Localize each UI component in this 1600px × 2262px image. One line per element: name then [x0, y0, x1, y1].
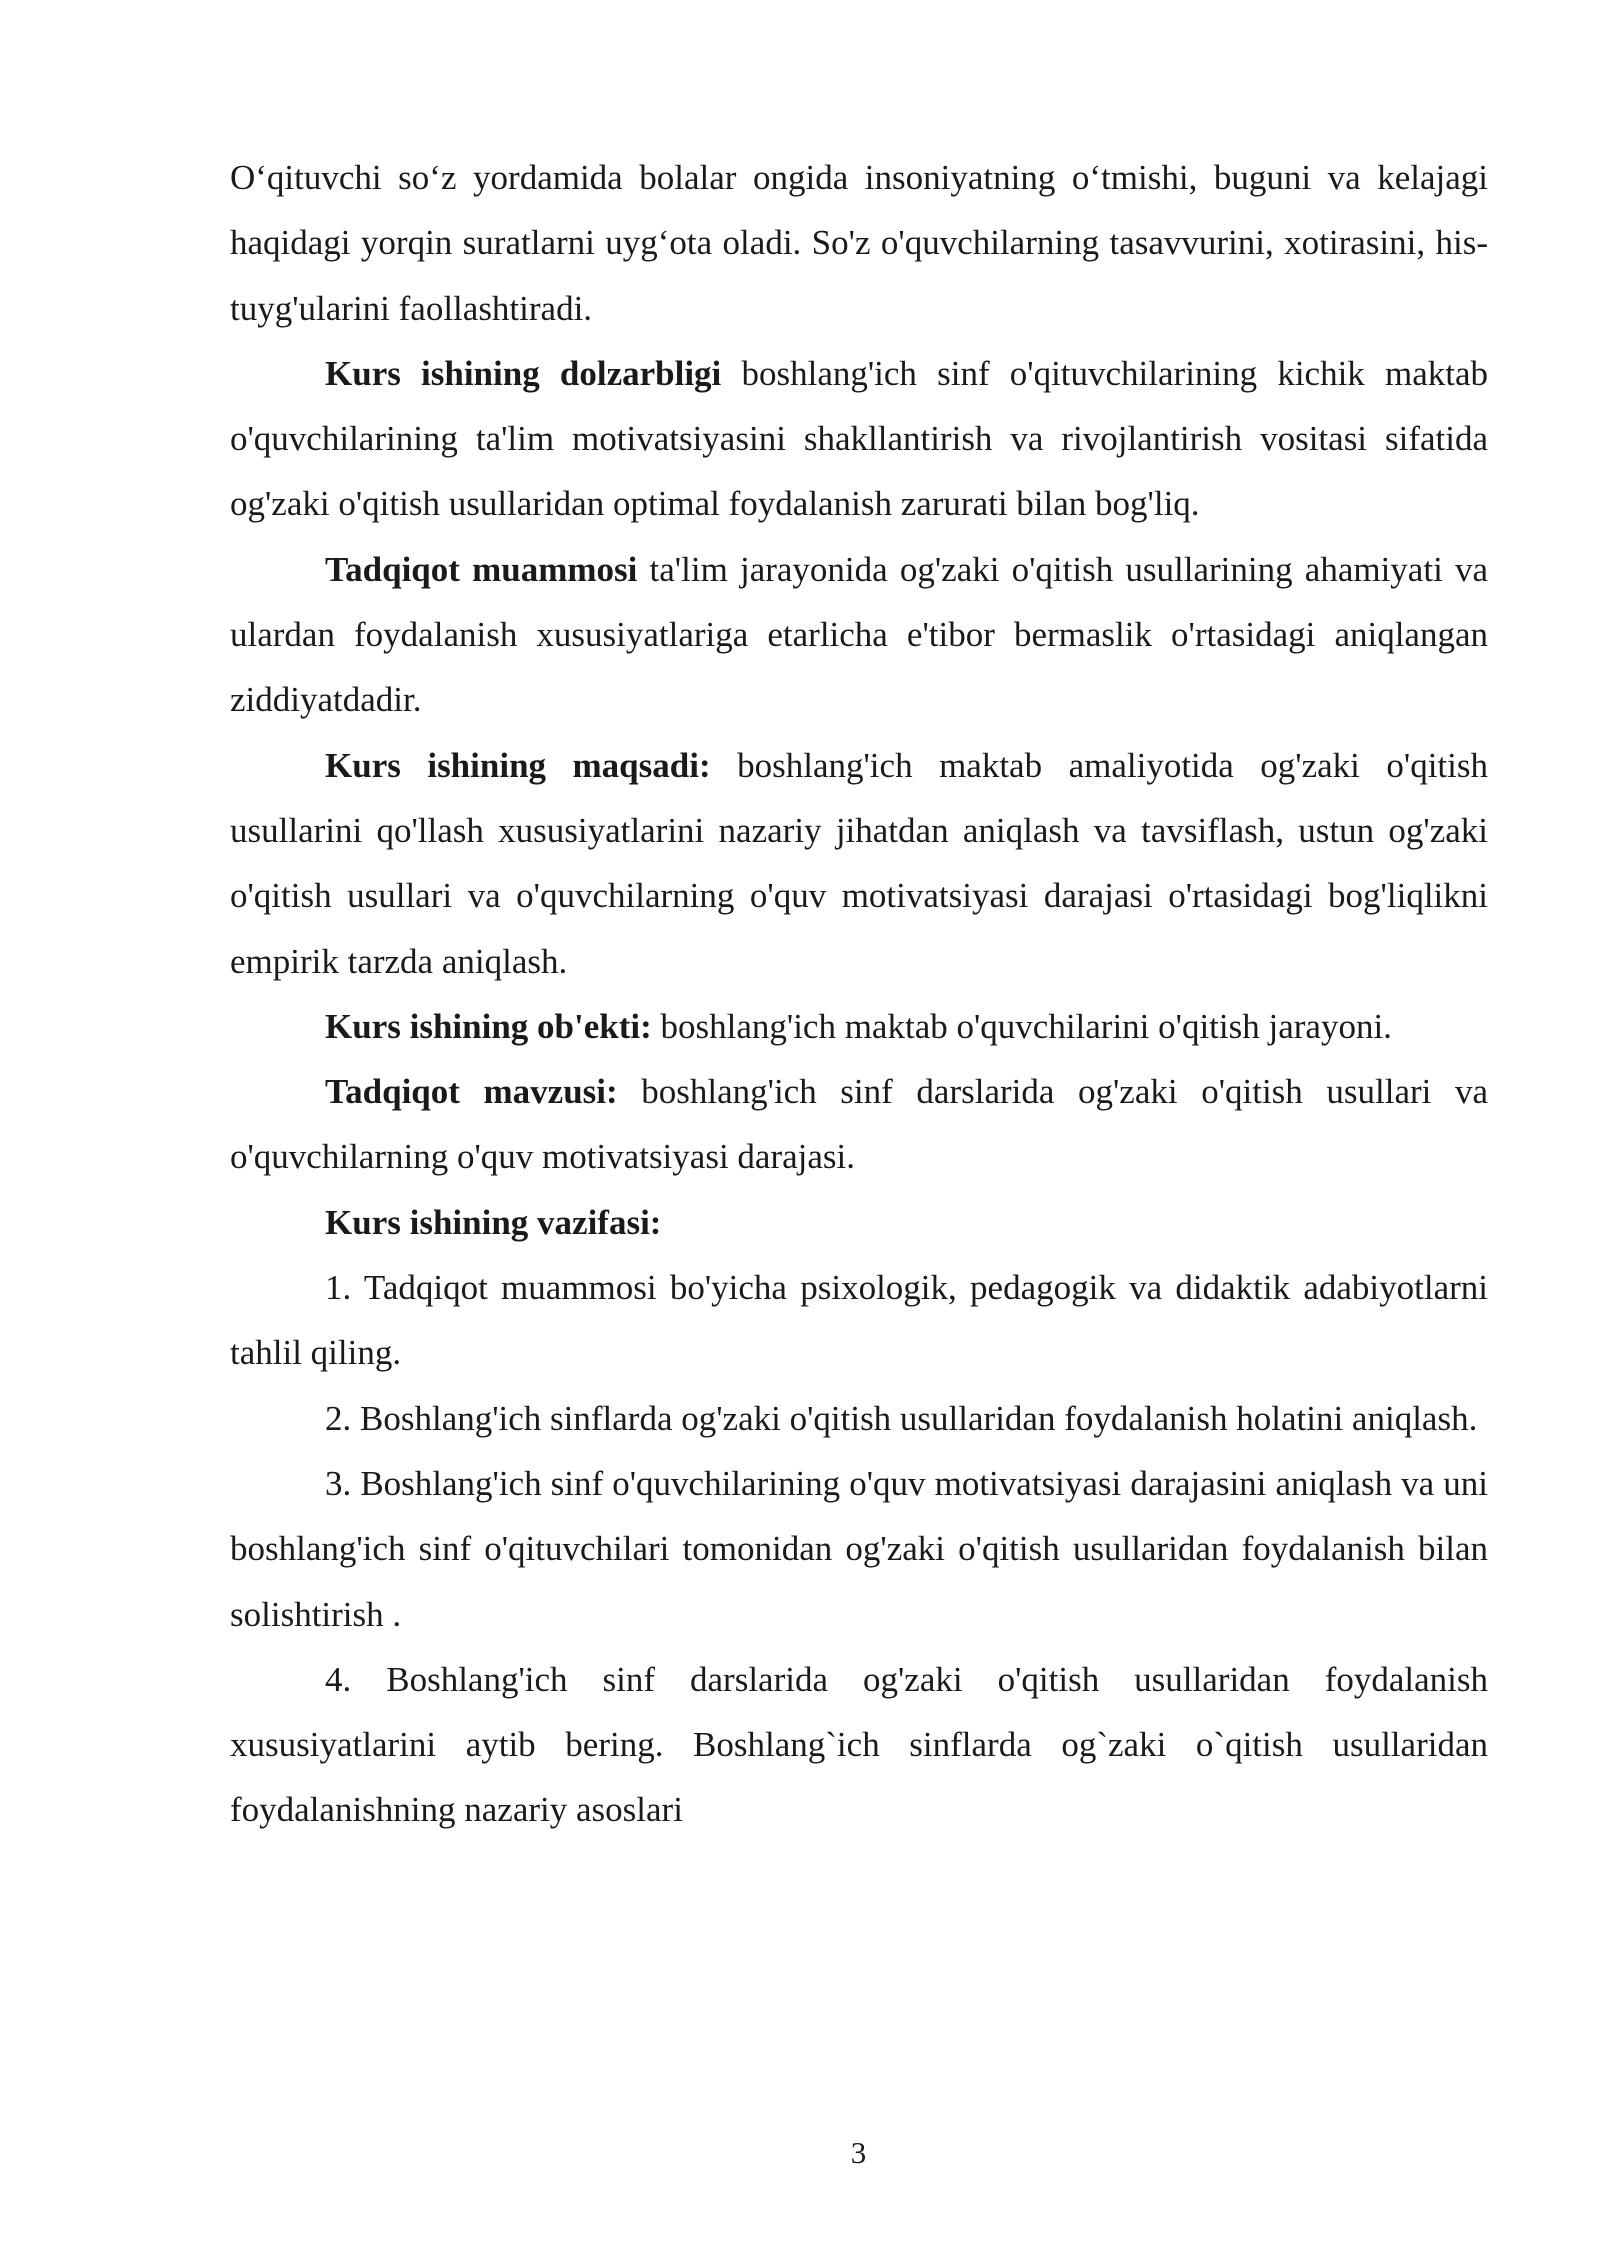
paragraph-object [230, 994, 1488, 1059]
page-number: 3 [850, 2135, 867, 2170]
paragraph-problem [230, 537, 1488, 733]
paragraph-text: boshlang'ich maktab o'quvchilarini o'qitish jarayoni. [651, 1006, 1392, 1046]
task-item-2 [230, 1386, 1488, 1451]
paragraph-heading: Kurs ishining maqsadi: [325, 745, 711, 785]
paragraph-text: 4. Boshlang'ich sinf darslarida og'zaki o'qitish usullaridan foydalanish xususiyatlarini aytib bering. Boshlang`ich sinflarda og`zaki o`qitish usullaridan foydalanishning nazariy asoslari [230, 1659, 1488, 1830]
paragraph-heading: Kurs ishining vazifasi: [325, 1202, 662, 1242]
paragraph-subject [230, 1059, 1488, 1190]
task-item-1 [230, 1255, 1488, 1386]
paragraph-tasks-heading [230, 1190, 1488, 1255]
paragraph-relevance [230, 341, 1488, 537]
document-body [230, 145, 1488, 1843]
paragraph-text: 2. Boshlang'ich sinflarda og'zaki o'qitish usullaridan foydalanish holatini aniqlash. [325, 1398, 1478, 1438]
paragraph-heading: Tadqiqot mavzusi: [325, 1072, 618, 1112]
task-item-4 [230, 1647, 1488, 1843]
paragraph-text: 3. Boshlang'ich sinf o'quvchilarining o'quv motivatsiyasi darajasini aniqlash va uni boshlang'ich sinf o'qituvchilari tomonidan og'zaki o'qitish usullaridan foydalanish bilan solishtirish . [230, 1463, 1488, 1634]
paragraph-heading: Tadqiqot muammosi [325, 549, 638, 589]
task-item-3 [230, 1451, 1488, 1647]
paragraph-heading: Kurs ishining dolzarbligi [325, 353, 722, 393]
paragraph-goal [230, 733, 1488, 994]
paragraph-text: 1. Tadqiqot muammosi bo'yicha psixologik, pedagogik va didaktik adabiyotlarni tahlil qiling. [230, 1268, 1488, 1373]
paragraph-heading: Kurs ishining ob'ekti: [325, 1006, 652, 1046]
paragraph-text: boshlang'ich sinf o'qituvchilarining kichik maktab o'quvchilarining ta'lim motivatsiyasini shakllantirish va rivojlantirish vositasi sifatida og'zaki o'qitish usullaridan optimal foydalanish zarurati bilan bog'liq. [230, 353, 1488, 524]
paragraph-text: boshlang'ich maktab amaliyotida og'zaki o'qitish usullarini qo'llash xususiyatlarini nazariy jihatdan aniqlash va tavsiflash, ustun og'zaki o'qitish usullari va o'quvchilarning o'quv motivatsiyasi darajasi o'rtasidagi bog'liqlikni empirik tarzda aniqlash. [230, 745, 1488, 981]
paragraph-text: O‘qituvchi so‘z yordamida bolalar ongida insoniyatning o‘tmishi, buguni va kelajagi haqidagi yorqin suratlarni uyg‘ota oladi. So'z o'quvchilarning tasavvurini, xotirasini, his-tuyg'ularini faollashtiradi. [230, 158, 1488, 328]
paragraph-text: boshlang'ich sinf darslarida og'zaki o'qitish usullari va o'quvchilarning o'quv motivatsiyasi darajasi. [230, 1072, 1488, 1177]
paragraph-text: ta'lim jarayonida og'zaki o'qitish usullarining ahamiyati va ulardan foydalanish xususiyatlariga etarlicha e'tibor bermaslik o'rtasidagi aniqlangan ziddiyatdadir. [230, 549, 1489, 720]
paragraph-intro [230, 145, 1488, 341]
